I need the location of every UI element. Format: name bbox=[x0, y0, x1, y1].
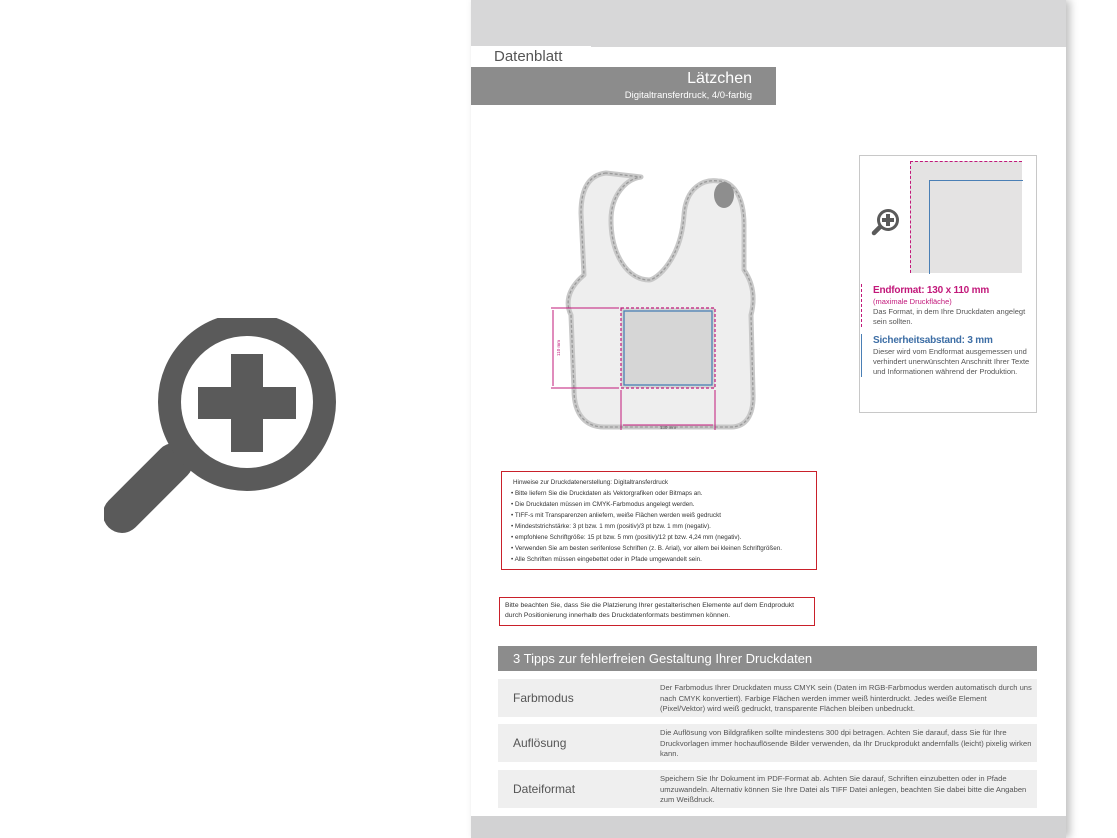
tip-text: Die Auflösung von Bildgrafiken sollte mindestens 300 dpi betragen. Achten Sie darauf, dass Sie für Ihre Druckvorlagen immer hochauflösende Bilder verwenden, da Ihr Druckprodukt andernfalls (leicht) pixelig wirken kann. bbox=[660, 728, 1032, 758]
height-dimension-label: 110 mm bbox=[556, 340, 561, 356]
hint-item: • Verwenden Sie am besten serifenlose Schriften (z. B. Arial), vor allem bei kleinen Schriftgrößen. bbox=[511, 545, 782, 552]
legend-safety-sample bbox=[929, 180, 1023, 274]
tip-text: Speichern Sie Ihr Dokument im PDF-Format ab. Achten Sie darauf, Schriften einzubetten oder in Pfade umzuwandeln. Alternativ können Sie Ihre Datei als TIFF Datei anlegen, beachten Sie dabei bitte die Angaben zum Weißdruck. bbox=[660, 774, 1027, 804]
endformat-description: Das Format, in dem Ihre Druckdaten angelegt sein sollten. bbox=[873, 307, 1026, 326]
bib-diagram bbox=[546, 165, 756, 435]
zoom-in-icon[interactable] bbox=[104, 318, 356, 546]
tip-row-aufloesung bbox=[498, 724, 1037, 762]
endformat-subtitle: (maximale Druckfläche) bbox=[873, 297, 952, 306]
format-legend bbox=[859, 155, 1037, 413]
safety-title: Sicherheitsabstand: 3 mm bbox=[873, 335, 993, 346]
placement-note: Bitte beachten Sie, dass Sie die Platzierung Ihrer gestalterischen Elemente auf dem Endprodukt durch Positionierung innerhalb des Druckdatenformats bestimmen können. bbox=[499, 597, 815, 626]
hint-item: • Alle Schriften müssen eingebettet oder in Pfade umgewandelt sein. bbox=[511, 556, 702, 563]
hint-item: • TIFF-s mit Transparenzen anliefern, weiße Flächen werden weiß gedruckt bbox=[511, 512, 721, 519]
tip-label: Farbmodus bbox=[513, 691, 574, 705]
print-hints-box bbox=[501, 471, 817, 570]
page-bottom-band bbox=[471, 816, 1066, 838]
title-band bbox=[471, 67, 776, 105]
tip-row-dateiformat bbox=[498, 770, 1037, 808]
hint-item: • empfohlene Schriftgröße: 15 pt bzw. 5 mm (positiv)/12 pt bzw. 4,24 mm (negativ). bbox=[511, 534, 742, 541]
endformat-title: Endformat: 130 x 110 mm bbox=[873, 285, 990, 296]
tip-label: Dateiformat bbox=[513, 782, 576, 796]
hint-item: • Bitte liefern Sie die Druckdaten als Vektorgrafiken oder Bitmaps an. bbox=[511, 490, 703, 497]
page-top-band bbox=[471, 0, 1066, 47]
tip-row-farbmodus bbox=[498, 679, 1037, 717]
safety-description: Dieser wird vom Endformat ausgemessen und verhindert unerwünschten Anschnitt Ihrer Texte und Informationen während der Produktion. bbox=[873, 347, 1030, 376]
bib-snap bbox=[714, 182, 734, 208]
tips-header: 3 Tipps zur fehlerfreien Gestaltung Ihrer Druckdaten bbox=[498, 646, 1037, 671]
datasheet-page bbox=[471, 0, 1066, 838]
width-dimension-label: 130 mm bbox=[659, 425, 677, 430]
endformat-legend bbox=[861, 284, 1037, 327]
product-subtitle: Digitaltransferdruck, 4/0-farbig bbox=[624, 90, 752, 101]
hints-title: Hinweise zur Druckdatenerstellung: Digitaltransferdruck bbox=[513, 479, 669, 486]
hint-item: • Die Druckdaten müssen im CMYK-Farbmodus angelegt werden. bbox=[511, 501, 695, 508]
print-area-endformat bbox=[621, 308, 715, 388]
zoom-in-icon[interactable] bbox=[870, 206, 902, 238]
datasheet-tab: Datenblatt bbox=[471, 46, 591, 67]
hint-item: • Mindeststrichstärke: 3 pt bzw. 1 mm (positiv)/3 pt bzw. 1 mm (negativ). bbox=[511, 523, 711, 530]
legend-format-sample bbox=[910, 161, 1022, 273]
product-title: Lätzchen bbox=[687, 70, 752, 87]
bib-outline bbox=[568, 173, 753, 427]
safety-legend bbox=[861, 334, 1037, 377]
tip-text: Der Farbmodus Ihrer Druckdaten muss CMYK sein (Daten im RGB-Farbmodus werden automatisch durch uns nach CMYK konvertiert). Farbige Flächen werden immer weiß hinterdruckt. Jedes weiße Element (Pixel/Vektor) wird weiß gedruckt, transparente Flächen bleiben unbedruckt. bbox=[660, 683, 1032, 713]
tip-label: Auflösung bbox=[513, 736, 567, 750]
